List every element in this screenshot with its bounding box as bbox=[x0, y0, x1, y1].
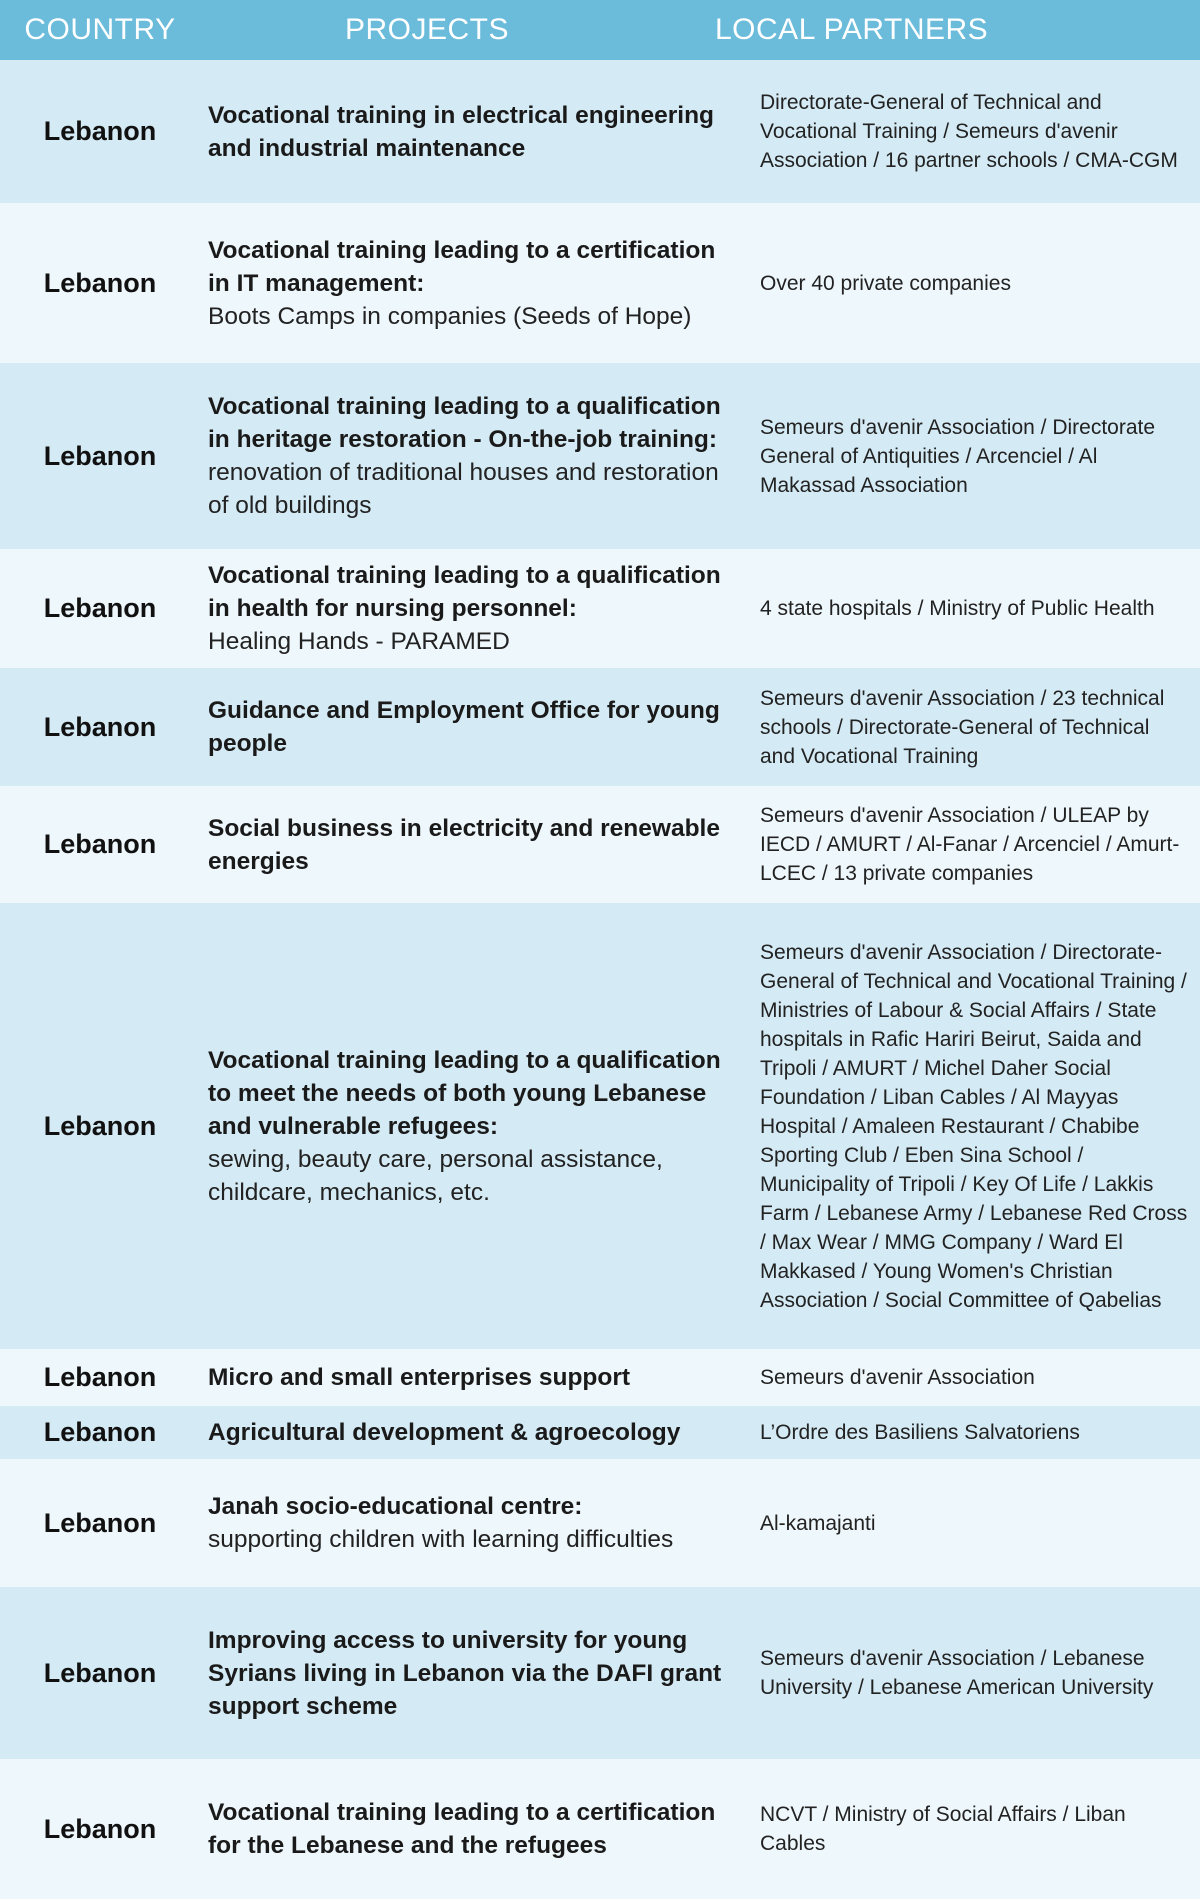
project-detail: Healing Hands - PARAMED bbox=[208, 628, 510, 655]
header-country: COUNTRY bbox=[24, 13, 176, 46]
partners-cell: Over 40 private companies bbox=[760, 271, 1011, 295]
table-row bbox=[0, 1459, 1200, 1587]
table-row bbox=[0, 203, 1200, 363]
table-row bbox=[0, 549, 1200, 668]
table-row bbox=[0, 60, 1200, 203]
partners-cell: Semeurs d'avenir Association / Lebanese University / Lebanese American University bbox=[760, 1647, 1154, 1699]
partners-cell: Al-kamajanti bbox=[760, 1511, 876, 1535]
partners-cell: 4 state hospitals / Ministry of Public Health bbox=[760, 597, 1155, 620]
project-title: Vocational training leading to a qualification to meet the needs of both young Lebanese and vulnerable refugees: bbox=[208, 1046, 721, 1140]
table-row bbox=[0, 668, 1200, 786]
project-title: Vocational training leading to a qualification in health for nursing personnel: bbox=[208, 562, 721, 622]
project-title: Improving access to university for young Syrians living in Lebanon via the DAFI grant support scheme bbox=[208, 1626, 722, 1720]
project-cell bbox=[200, 1796, 740, 1862]
project-title: Vocational training in electrical engineering and industrial maintenance bbox=[208, 101, 714, 162]
country-cell: Lebanon bbox=[43, 1813, 157, 1844]
partners-cell: Directorate-General of Technical and Vocational Training / Semeurs d'avenir Association / 16 partner schools / CMA-CGM bbox=[760, 91, 1178, 172]
table-row bbox=[0, 1349, 1200, 1406]
project-cell bbox=[200, 559, 740, 658]
country-cell: Lebanon bbox=[43, 593, 157, 623]
project-detail: sewing, beauty care, personal assistance, childcare, mechanics, etc. bbox=[208, 1145, 663, 1206]
project-title: Vocational training leading to a certification in IT management: bbox=[208, 236, 716, 297]
country-cell: Lebanon bbox=[43, 1110, 157, 1141]
project-title: Vocational training leading to a certification for the Lebanese and the refugees bbox=[208, 1799, 716, 1859]
partners-cell: L’Ordre des Basiliens Salvatoriens bbox=[760, 1421, 1080, 1444]
table-header bbox=[0, 0, 1200, 60]
country-cell: Lebanon bbox=[43, 1507, 157, 1538]
project-cell bbox=[200, 234, 740, 333]
header-projects: PROJECTS bbox=[345, 13, 510, 46]
project-detail: renovation of traditional houses and restoration of old buildings bbox=[208, 459, 719, 519]
table-row bbox=[0, 363, 1200, 549]
header-local-partners: LOCAL PARTNERS bbox=[715, 13, 989, 46]
project-cell bbox=[200, 1624, 740, 1723]
table-row bbox=[0, 1406, 1200, 1459]
project-cell bbox=[200, 99, 740, 165]
country-cell: Lebanon bbox=[43, 267, 157, 298]
project-cell bbox=[200, 1490, 740, 1556]
country-cell: Lebanon bbox=[43, 116, 157, 146]
country-cell: Lebanon bbox=[43, 440, 157, 471]
partners-cell: Semeurs d'avenir Association / Directorate-General of Technical and Vocational Training / Ministries of Labour & Social Affairs / State hospitals in Rafic Hariri Beirut, Saida and Tripoli / AMURT / Michel Daher Social Foundation / Liban Cables / Al Mayyas Hospital / Amaleen Restaurant / Chabibe Sporting Club / Eben Sina School / Municipality of Tripoli / Key Of Life / Lakkis Farm / Lebanese Army / Lebanese Red Cross / Max Wear / MMG Company / Ward El Makkased / Young Women's Christian Association / Social Committee of Qabelias bbox=[760, 940, 1188, 1312]
country-cell: Lebanon bbox=[43, 1417, 157, 1447]
partners-cell: Semeurs d'avenir Association / 23 technical schools / Directorate-General of Technical and Vocational Training bbox=[760, 686, 1165, 768]
partners-cell: Semeurs d'avenir Association / ULEAP by IECD / AMURT / Al-Fanar / Arcenciel / Amurt- LCEC / 13 private companies bbox=[760, 804, 1180, 885]
project-title: Agricultural development & agroecology bbox=[208, 1419, 681, 1446]
country-cell: Lebanon bbox=[43, 711, 157, 742]
project-detail: Boots Camps in companies (Seeds of Hope) bbox=[208, 302, 692, 330]
project-title: Guidance and Employment Office for young people bbox=[208, 697, 720, 757]
project-cell bbox=[200, 390, 740, 522]
table-row bbox=[0, 1759, 1200, 1899]
partners-cell: Semeurs d'avenir Association bbox=[760, 1366, 1035, 1389]
project-title: Janah socio-educational centre: bbox=[208, 1493, 583, 1520]
project-title: Social business in electricity and renewable energies bbox=[208, 814, 720, 875]
project-cell bbox=[200, 694, 740, 760]
project-title: Vocational training leading to a qualification in heritage restoration - On-the-job training: bbox=[208, 393, 721, 453]
country-cell: Lebanon bbox=[43, 1657, 157, 1688]
table-row bbox=[0, 786, 1200, 903]
partners-cell: NCVT / Ministry of Social Affairs / Liban Cables bbox=[760, 1803, 1126, 1855]
country-cell: Lebanon bbox=[43, 1362, 157, 1392]
project-cell bbox=[200, 1416, 740, 1449]
project-detail: supporting children with learning difficulties bbox=[208, 1526, 674, 1553]
table-row bbox=[0, 903, 1200, 1349]
project-cell bbox=[200, 812, 740, 878]
partners-cell: Semeurs d'avenir Association / Directorate General of Antiquities / Arcenciel / Al Makassad Association bbox=[760, 415, 1156, 497]
project-cell bbox=[200, 1361, 740, 1394]
project-cell bbox=[200, 1044, 740, 1209]
country-cell: Lebanon bbox=[43, 829, 157, 859]
project-title: Micro and small enterprises support bbox=[208, 1364, 631, 1391]
table-row bbox=[0, 1587, 1200, 1759]
